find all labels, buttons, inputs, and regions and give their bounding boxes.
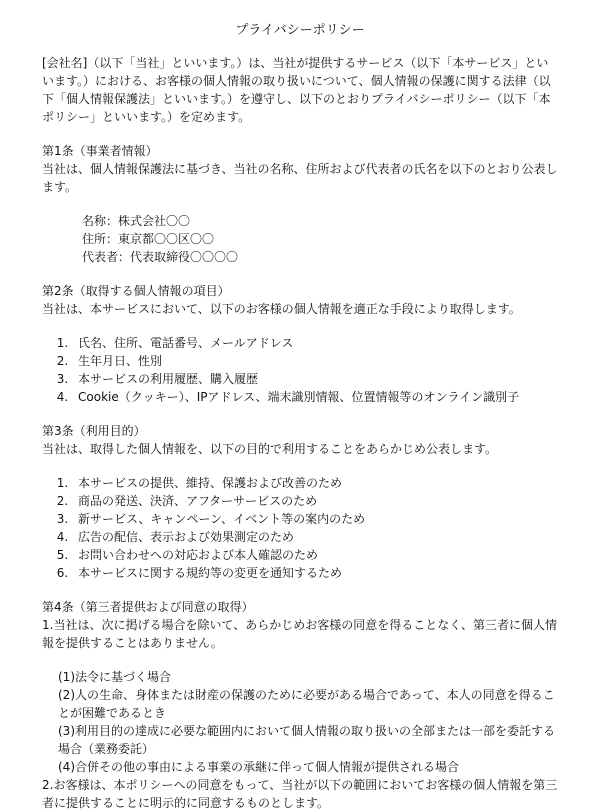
list-item: 4. 広告の配信、表示および効果測定のため — [72, 528, 558, 546]
list-item: 5. お問い合わせへの対応および本人確認のため — [72, 546, 558, 564]
collected-info-list — [42, 334, 558, 406]
list-item: 2. 生年月日、性別 — [72, 352, 558, 370]
article3-heading: 第3条（利用目的） — [42, 424, 146, 438]
article1-body: 当社は、個人情報保護法に基づき、当社の名称、住所および代表者の氏名を以下のとおり公表します。 — [42, 162, 558, 194]
article3-body: 当社は、取得した個人情報を、以下の目的で利用することをあらかじめ公表します。 — [42, 442, 498, 456]
list-item: 4. Cookie（クッキー）、IPアドレス、端末識別情報、位置情報等のオンライン識別子 — [72, 388, 558, 406]
list-item: (3)利用目的の達成に必要な範囲内において個人情報の取り扱いの全部または一部を委託する場合（業務委託） — [58, 724, 556, 756]
article4-heading: 第4条（第三者提供および同意の取得） — [42, 600, 254, 614]
company-info — [42, 212, 558, 266]
third-party-cases-list — [42, 668, 558, 776]
intro-paragraph: [会社名]（以下「当社」といいます。）は、当社が提供するサービス（以下「本サービス」といいます。）における、お客様の個人情報の取り扱いについて、個人情報の保護に関する法律（以下「個人情報保護法」といいます。）を遵守し、以下のとおりプライバシーポリシー（以下「本ポリシー」といいます。）を定めます。 — [42, 56, 551, 124]
page-title: プライバシーポリシー — [235, 23, 365, 38]
article4-para1: 1.当社は、次に掲げる場合を除いて、あらかじめお客様の同意を得ることなく、第三者に個人情報を提供することはありません。 — [42, 618, 557, 650]
list-item: 1. 本サービスの提供、維持、保護および改善のため — [72, 474, 558, 492]
company-name: 名称：株式会社〇〇 — [82, 214, 191, 228]
list-item: (1)法令に基づく場合 — [58, 670, 171, 684]
company-representative: 代表者：代表取締役〇〇〇〇 — [82, 250, 239, 264]
article2-heading: 第2条（取得する個人情報の項目） — [42, 284, 230, 298]
article4-para2: 2.お客様は、本ポリシーへの同意をもって、当社が以下の範囲においてお客様の個人情報を第三者に提供することに明示的に同意するものとします。 — [42, 778, 558, 810]
list-item: 3. 新サービス、キャンペーン、イベント等の案内のため — [72, 510, 558, 528]
purpose-list — [42, 474, 558, 582]
list-item: 3. 本サービスの利用履歴、購入履歴 — [72, 370, 558, 388]
list-item: 1. 氏名、住所、電話番号、メールアドレス — [72, 334, 558, 352]
article2-body: 当社は、本サービスにおいて、以下のお客様の個人情報を適正な手段により取得します。 — [42, 302, 521, 316]
list-item: 6. 本サービスに関する規約等の変更を通知するため — [72, 564, 558, 582]
list-item: (2)人の生命、身体または財産の保護のために必要がある場合であって、本人の同意を得ることが困難であるとき — [58, 688, 555, 720]
article1-heading: 第1条（事業者情報） — [42, 144, 158, 158]
list-item: (4)合併その他の事由による事業の承継に伴って個人情報が提供される場合 — [58, 760, 460, 774]
company-address: 住所：東京都〇〇区〇〇 — [82, 232, 215, 246]
list-item: 2. 商品の発送、決済、アフターサービスのため — [72, 492, 558, 510]
